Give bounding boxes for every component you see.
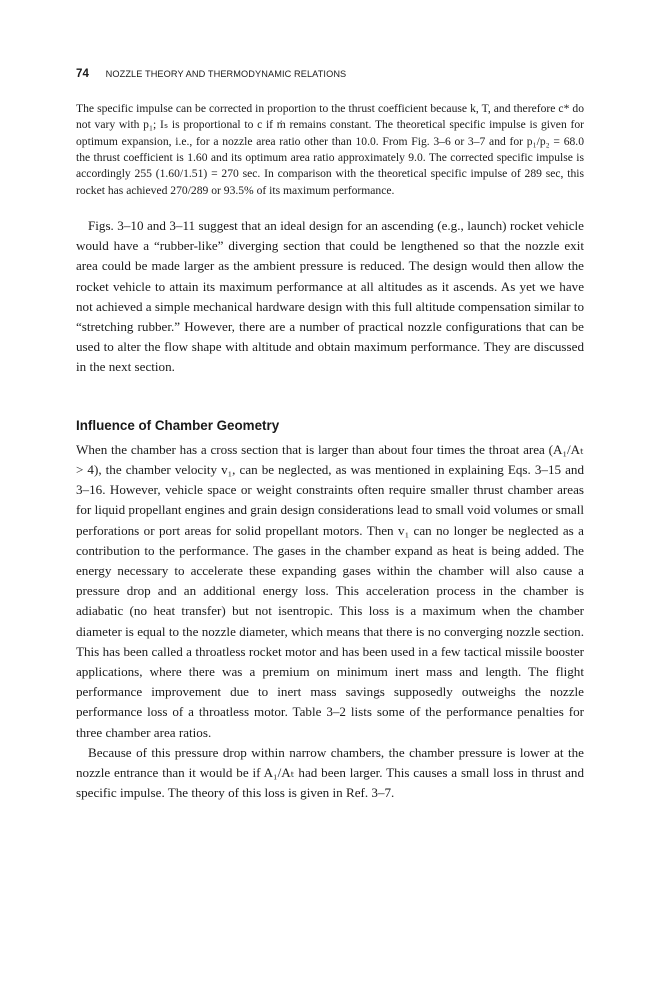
page xyxy=(76,68,584,803)
running-title: NOZZLE THEORY AND THERMODYNAMIC RELATIONS xyxy=(105,69,347,79)
running-head xyxy=(76,68,584,80)
section-heading: Influence of Chamber Geometry xyxy=(76,417,280,433)
paragraph-altitude-compensation: Figs. 3–10 and 3–11 suggest that an ideal design for an ascending (e.g., launch) rocket vehicle would have a “rubber-like” diverging section that could be lengthened so that the nozzle exit area could be made larger as the ambient pressure is reduced. The design would then allow the rocket vehicle to attain its maximum performance at all altitudes as it ascends. As yet we have not achieved a simple mechanical hardware design with this full altitude compensation similar to “stretching rubber.” However, there are a number of practical nozzle configurations that can be used to alter the flow shape with altitude and obtain maximum performance. They are discussed in the next section. xyxy=(76,218,584,375)
page-number: 74 xyxy=(76,68,89,80)
paragraph-specific-impulse-correction: The specific impulse can be corrected in proportion to the thrust coefficient because k, T, and therefore c* do not vary with p₁; Iₛ is proportional to c if ṁ remains constant. The theoretical specific impulse is given for optimum expansion, i.e., for a nozzle area ratio other than 10.0. From Fig. 3–6 or 3–7 and for p₁/p₂ = 68.0 the thrust coefficient is 1.60 and its optimum area ratio approximately 9.0. The corrected specific impulse is accordingly 255 (1.60/1.51) = 270 sec. In comparison with the theoretical specific impulse of 289 sec, this rocket has achieved 270/289 or 93.5% of its maximum performance. xyxy=(76,102,584,197)
paragraph-pressure-drop: Because of this pressure drop within narrow chambers, the chamber pressure is lower at the nozzle entrance than it would be if A₁/Aₜ had been larger. This causes a small loss in thrust and specific impulse. The theory of this loss is given in Ref. 3–7. xyxy=(76,744,584,801)
paragraph-chamber-velocity: When the chamber has a cross section that is larger than about four times the throat area (A₁/Aₜ > 4), the chamber velocity v₁, can be neglected, as was mentioned in explaining Eqs. 3–15 and 3–16. However, vehicle space or weight constraints often require smaller thrust chamber areas for liquid propellant engines and grain design considerations lead to small void volumes or small perforations or port areas for solid propellant motors. Then v₁ can no longer be neglected as a contribution to the performance. The gases in the chamber expand as heat is being added. The energy necessary to accelerate these expanding gases within the chamber will also cause a pressure drop and an additional energy loss. This acceleration process in the chamber is adiabatic (no heat transfer) but not isentropic. This loss is a maximum when the chamber diameter is equal to the nozzle diameter, which means that there is no converging nozzle section. This has been called a throatless rocket motor and has been used in a few tactical missile booster applications, where there was a premium on minimum inert mass and length. The flight performance improvement due to inert mass savings supposedly outweighs the nozzle performance loss of a throatless motor. Table 3–2 lists some of the performance penalties for three chamber area ratios. xyxy=(76,441,584,740)
